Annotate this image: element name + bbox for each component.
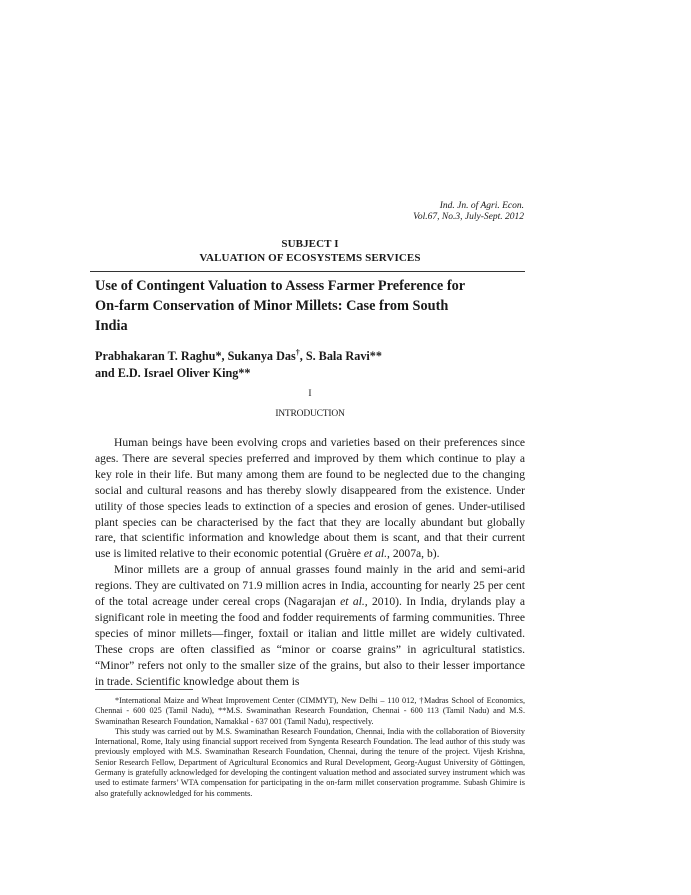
journal-name: Ind. Jn. of Agri. Econ. [439, 201, 524, 211]
paragraph-2 [95, 562, 525, 689]
paragraph-1 [95, 435, 525, 562]
footnote-affiliations: *International Maize and Wheat Improvement Center (CIMMYT), New Delhi – 110 012, †Madras School of Economics, Chennai - 600 025 (Tamil Nadu), **M.S. Swaminathan Research Foundation, Chennai - 600 113 (Tamil Nadu) and M.S. Swaminathan Research Foundation, Namakkal - 637 001 (Tamil Nadu), respectively. [95, 696, 525, 726]
paragraph-1-text-b: , 2007a, b). [387, 547, 440, 561]
paragraph-1-text-a: Human beings have been evolving crops and varieties based on their preferences since ages. There are several species preferred and improved by them which continue to play a key role in their life. But many among them are found to be neglected due to the changing social and cultural reasons and has thereby slowly disappeared from the existence. Under utility of those species leads to extinction of a species and erosion of genes. Under-utilised plant species can be characterised by the fact that they are locally abundant but globally rare, that scientific information and knowledge about them is scant, and that their current use is limited relative to their economic potential (Gruère [95, 436, 525, 561]
footnote-acknowledgements: This study was carried out by M.S. Swaminathan Research Foundation, Chennai, India with the collaboration of Bioversity International, Rome, Italy using financial support received from Syngenta Research Foundation. The lead author of this study was previously employed with M.S. Swaminathan Research Foundation, Chennai, during the tenure of the project. Vijesh Krishna, Senior Research Fellow, Department of Agricultural Economics and Rural Development, Georg-August University of Göttingen, Germany is gratefully acknowledged for developing the contingent valuation method and associated survey instrument which was used to estimate farmers’ WTA compensation for participating in the on-farm millet conservation programme. Subash Ghimire is also gratefully acknowledged for his comments. [95, 726, 525, 798]
footnotes [95, 696, 525, 799]
title-rule [90, 271, 525, 272]
author-line-2: and E.D. Israel Oliver King** [95, 366, 251, 381]
journal-volume: Vol.67, No.3, July-Sept. 2012 [413, 212, 524, 222]
author-names-2: , S. Bala Ravi** [299, 349, 382, 364]
section-heading: INTRODUCTION [275, 409, 345, 419]
paragraph-2-citation-italic: et al., [340, 595, 368, 609]
author-names-1: Prabhakaran T. Raghu*, Sukanya Das [95, 349, 296, 364]
journal-citation [413, 201, 524, 223]
footnote-rule [95, 689, 193, 690]
author-affiliation-mark: † [295, 348, 300, 357]
subject-title: VALUATION OF ECOSYSTEMS SERVICES [199, 252, 421, 264]
subject-number: SUBJECT I [281, 238, 339, 250]
body-text [95, 435, 525, 690]
paragraph-2-text-b: 2010). In India, drylands play a significant role in meeting the food and fodder requirements of farming communities. Three species of minor millets—finger, foxtail or italian and little millet are widely cultivated. These crops are often classified as “minor or coarse grains” in agricultural statistics. “Minor” refers not only to the smaller size of the grains, but also to their lesser importance in trade. Scientific knowledge about them is [95, 595, 525, 688]
subject-heading [95, 237, 525, 265]
section-number: I [308, 389, 312, 399]
author-line-1 [95, 344, 515, 365]
paper-title: Use of Contingent Valuation to Assess Farmer Preference for On-farm Conservation of Minor Millets: Case from South India [95, 278, 465, 334]
paragraph-2-text-a: Minor millets are a group of annual grasses found mainly in the arid and semi-arid regions. They are cultivated on 71.9 million acres in India, accounting for nearly 25 per cent of the total acreage under cereal crops (Nagarajan [95, 563, 525, 609]
author-list [95, 344, 515, 382]
paragraph-1-citation-italic: et al. [363, 547, 388, 561]
